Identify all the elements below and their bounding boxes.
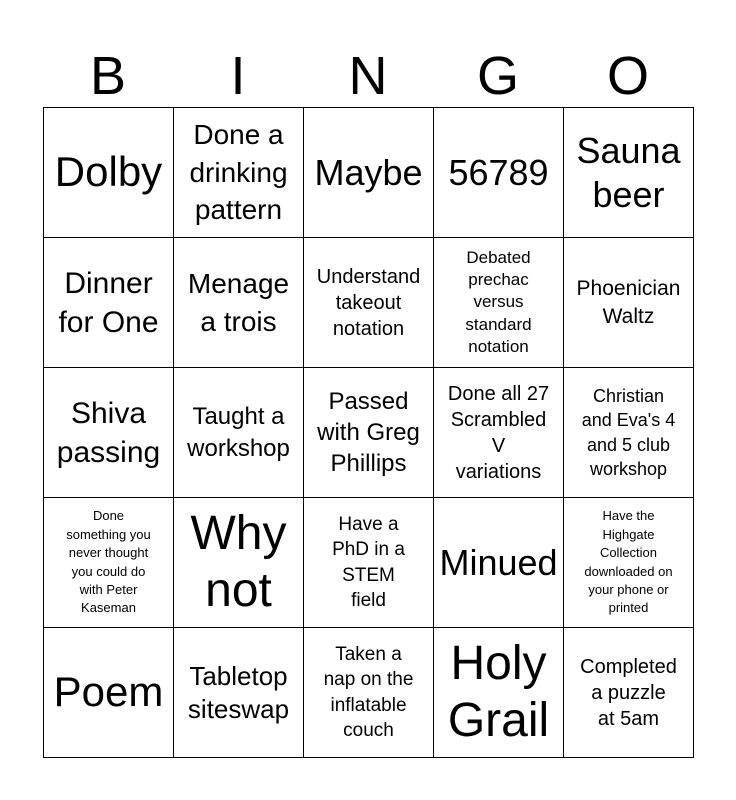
bingo-cell-r1c1[interactable]	[44, 108, 174, 238]
cell-label: Have a PhD in a STEM field	[332, 514, 405, 611]
cell-label: Passed with Greg Phillips	[317, 387, 420, 478]
cell-label: Done a drinking pattern	[189, 118, 288, 226]
cell-label: Christian and Eva's 4 and 5 club workshop	[581, 385, 676, 479]
cell-label: Tabletop siteswap	[187, 661, 290, 724]
bingo-cell-r5c2[interactable]	[174, 628, 304, 758]
cell-label: Completed a puzzle at 5am	[580, 655, 677, 730]
bingo-cell-r5c4[interactable]	[434, 628, 564, 758]
header-letter-o: O	[606, 46, 649, 106]
header-letter-b: B	[89, 46, 127, 106]
cell-label: Dolby	[54, 148, 163, 196]
bingo-cell-r1c5[interactable]	[564, 108, 694, 238]
cell-label: Sauna beer	[576, 130, 681, 215]
bingo-cell-r4c4[interactable]	[434, 498, 564, 628]
cell-label: Dinner for One	[58, 266, 159, 339]
bingo-cell-r4c1[interactable]	[44, 498, 174, 628]
cell-label: Why not	[190, 507, 287, 617]
bingo-cell-r1c3[interactable]	[304, 108, 434, 238]
bingo-cell-r2c5[interactable]	[564, 238, 694, 368]
bingo-header	[43, 44, 693, 108]
cell-label: 56789	[448, 151, 549, 193]
header-letter-i: I	[230, 46, 246, 106]
bingo-cell-r5c1[interactable]	[44, 628, 174, 758]
cell-label: Shiva passing	[56, 396, 161, 469]
bingo-cell-r4c3[interactable]	[304, 498, 434, 628]
bingo-cell-r3c1[interactable]	[44, 368, 174, 498]
cell-label: Holy Grail	[447, 637, 550, 747]
bingo-cell-r4c2[interactable]	[174, 498, 304, 628]
bingo-cell-r1c2[interactable]	[174, 108, 304, 238]
bingo-cell-r5c5[interactable]	[564, 628, 694, 758]
bingo-cell-r2c2[interactable]	[174, 238, 304, 368]
bingo-cell-r2c3[interactable]	[304, 238, 434, 368]
bingo-cell-r3c2[interactable]	[174, 368, 304, 498]
cell-label: Maybe	[314, 151, 423, 193]
bingo-cell-r3c5[interactable]	[564, 368, 694, 498]
cell-label: Phoenician Waltz	[576, 277, 681, 328]
header-letter-n: N	[348, 46, 388, 106]
bingo-cell-r3c4[interactable]	[434, 368, 564, 498]
bingo-cell-r2c4[interactable]	[434, 238, 564, 368]
bingo-cell-r4c5[interactable]	[564, 498, 694, 628]
bingo-cell-r2c1[interactable]	[44, 238, 174, 368]
cell-label: Have the Highgate Collection downloaded on your phone or printed	[584, 508, 673, 616]
cell-label: Poem	[53, 668, 164, 716]
header-letter-g: G	[476, 46, 519, 106]
cell-label: Understand takeout notation	[316, 265, 421, 340]
cell-label: Taught a workshop	[187, 403, 290, 462]
cell-label: Done all 27 Scrambled V variations	[447, 382, 550, 483]
cell-label: Done something you never thought you could do with Peter Kaseman	[66, 508, 151, 616]
bingo-cell-r3c3[interactable]	[304, 368, 434, 498]
bingo-cell-r5c3[interactable]	[304, 628, 434, 758]
cell-label: Minued	[439, 541, 558, 583]
cell-label: Menage a trois	[187, 267, 290, 337]
cell-label: Taken a nap on the inflatable couch	[323, 644, 414, 741]
bingo-board	[43, 107, 694, 758]
bingo-cell-r1c4[interactable]	[434, 108, 564, 238]
cell-label: Debated prechac versus standard notation	[465, 248, 532, 356]
